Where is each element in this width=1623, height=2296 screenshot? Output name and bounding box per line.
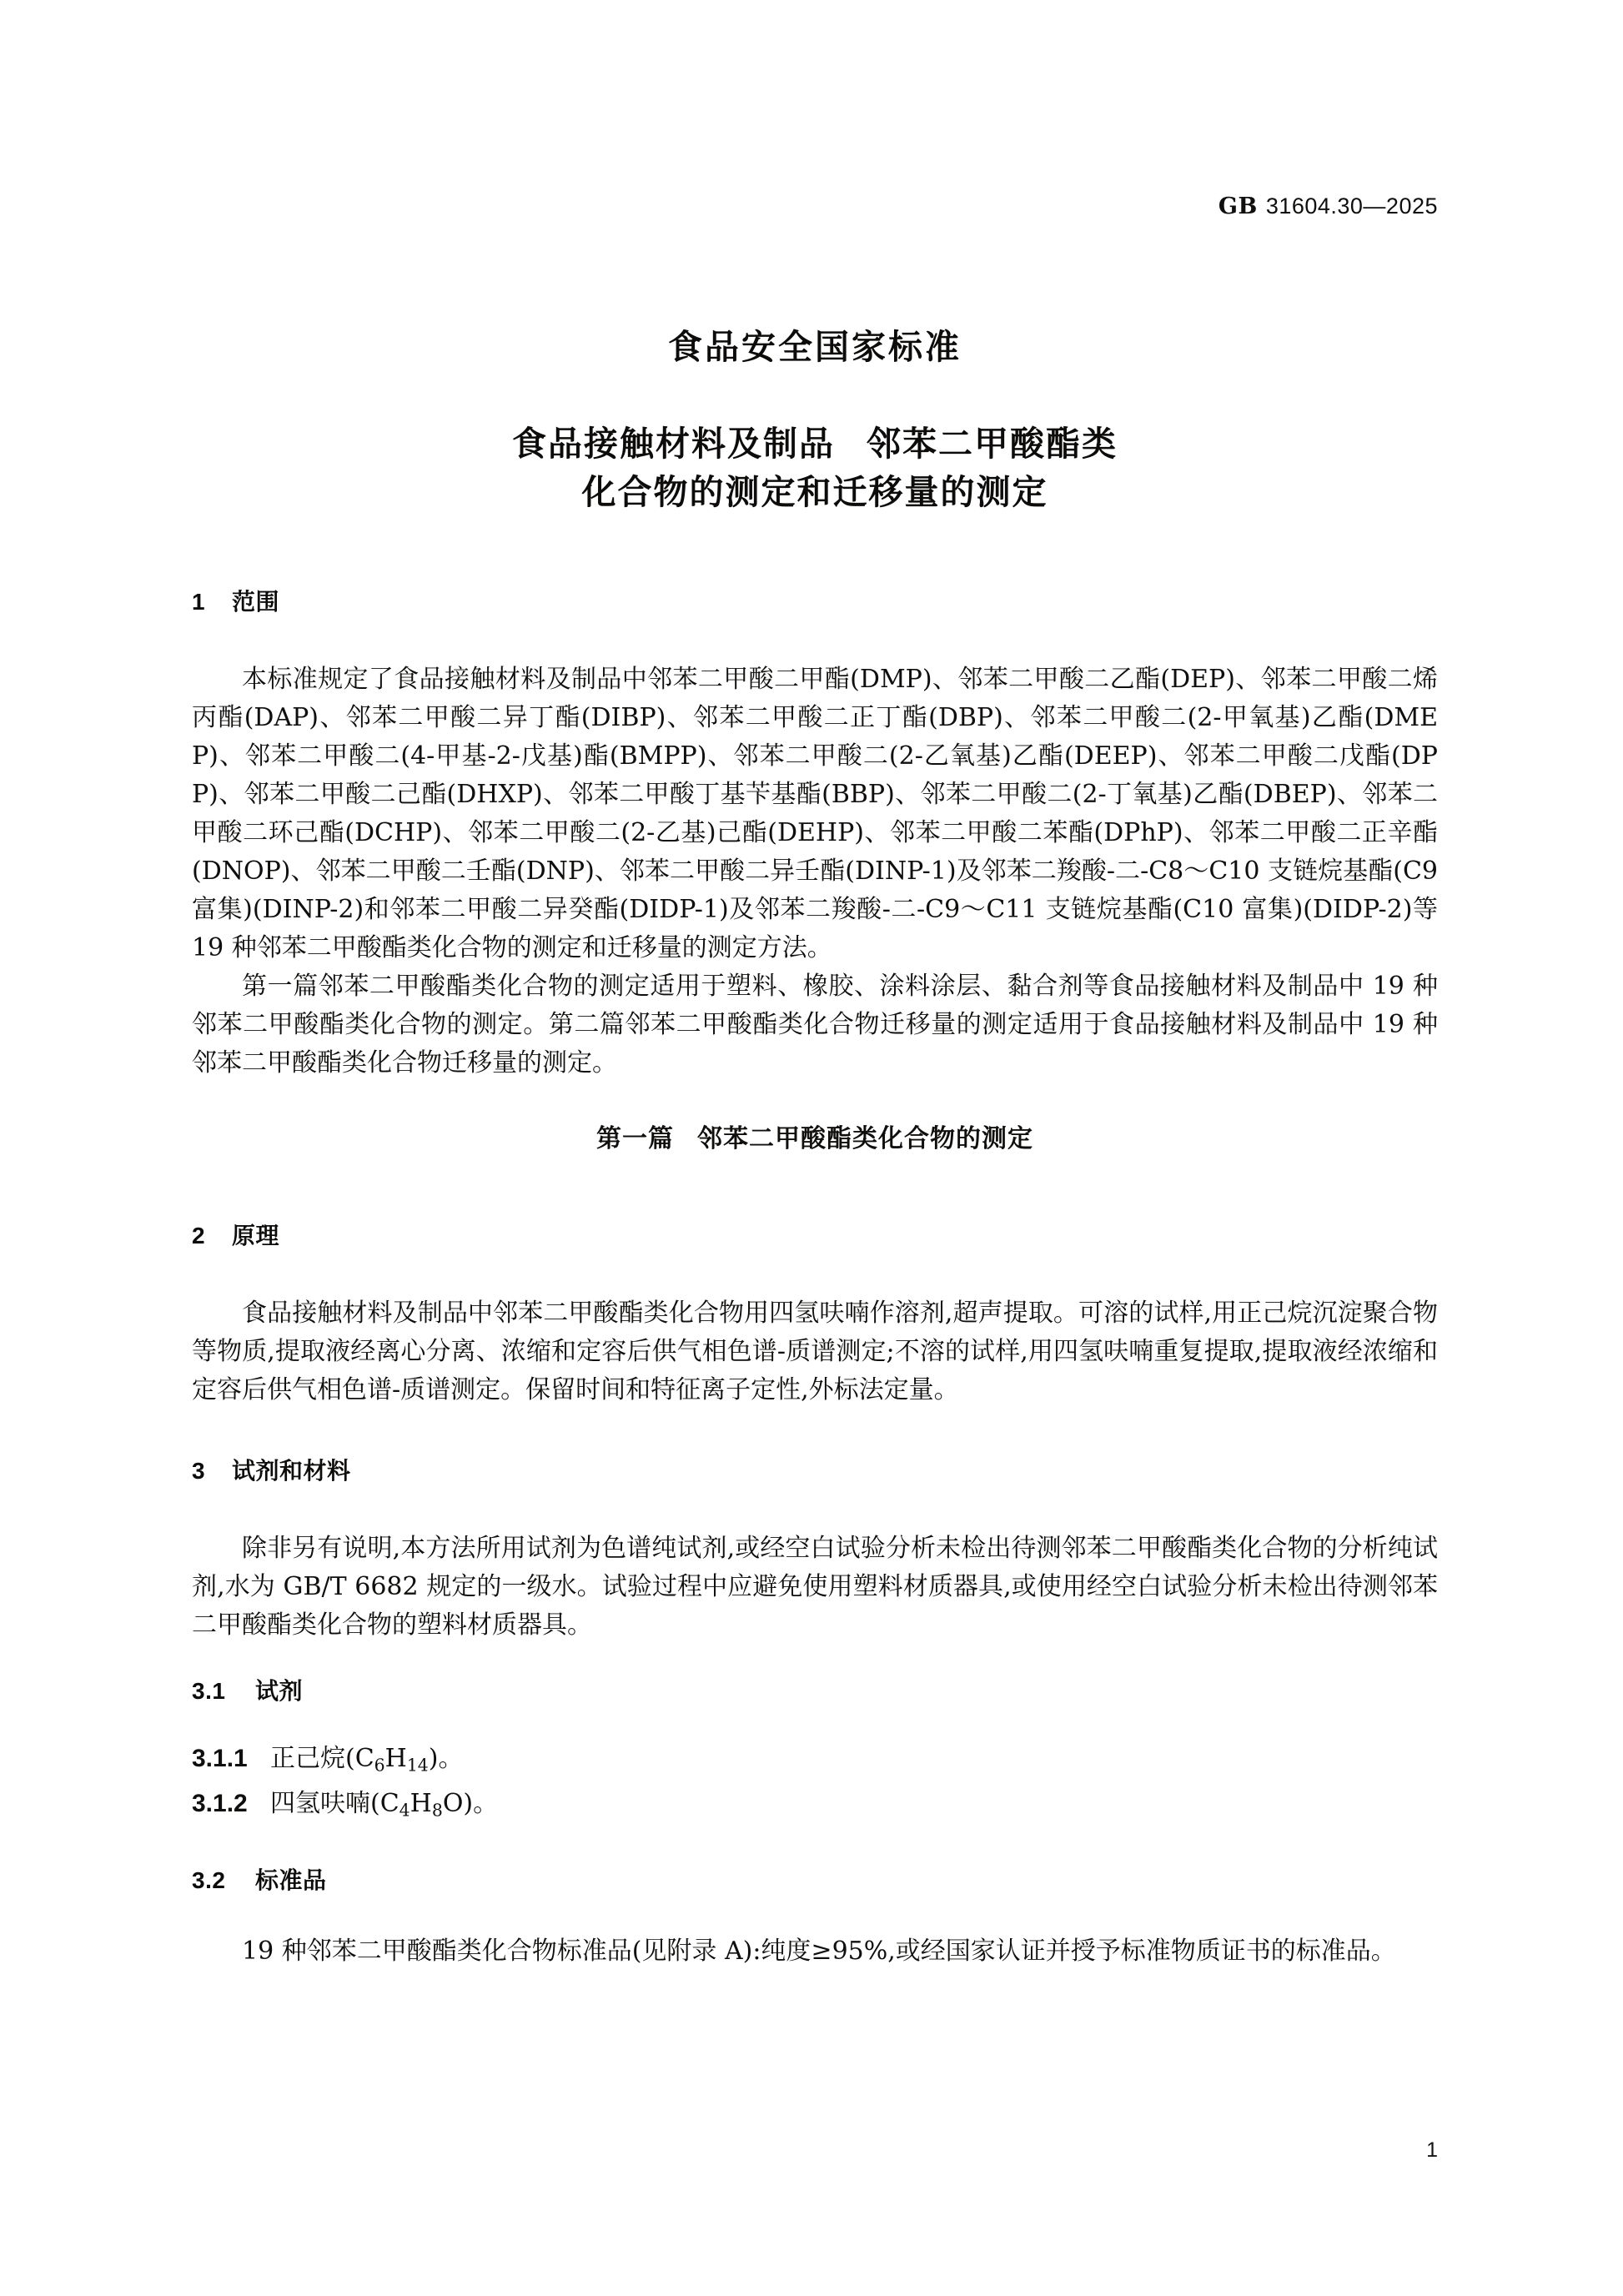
subsection-label-3-1: 试剂 <box>255 1678 304 1704</box>
section-number-1: 1 <box>192 589 206 615</box>
document-subtitle <box>192 420 1438 516</box>
section-heading-principle <box>192 1218 1438 1251</box>
spacer <box>192 1083 1438 1118</box>
reagent-hydrogen-symbol-2: H <box>410 1788 432 1818</box>
section-label-scope: 范围 <box>232 589 280 615</box>
spacer <box>192 1896 1438 1932</box>
reagent-hydrogen-symbol: H <box>384 1744 407 1773</box>
reagent-name-hexane: 正己烷 <box>270 1744 345 1773</box>
reagent-number-3-1-2: 3.1.2 <box>192 1789 248 1817</box>
subsection-heading-standards <box>192 1862 1438 1896</box>
reagent-formula-close: )。 <box>428 1744 464 1773</box>
principle-paragraph: 食品接触材料及制品中邻苯二甲酸酯类化合物用四氢呋喃作溶剂,超声提取。可溶的试样,用正己烷沉淀聚合物等物质,提取液经离心分离、浓缩和定容后供气相色谱-质谱测定;不溶的试样,用四氢呋喃重复提取,提取液经浓缩和定容后供气相色谱-质谱测定。保留时间和特征离子定性,外标法定量。 <box>192 1299 1438 1404</box>
subtitle-line-2: 化合物的测定和迁移量的测定 <box>581 473 1048 512</box>
spacer <box>192 1829 1438 1862</box>
document-body <box>192 584 1438 1971</box>
page-number: 1 <box>1426 2138 1438 2162</box>
part-one-label: 第一篇 <box>596 1125 674 1153</box>
title-block <box>192 327 1438 517</box>
subtitle-part-a: 食品接触材料及制品 <box>512 425 835 464</box>
section-number-2: 2 <box>192 1223 206 1248</box>
reagent-hydrogen-count-2: 8 <box>431 1800 443 1821</box>
scope-paragraph-2: 第一篇邻苯二甲酸酯类化合物的测定适用于塑料、橡胶、涂料涂层、黏合剂等食品接触材料及制品中 19 种邻苯二甲酸酯类化合物的测定。第二篇邻苯二甲酸酯类化合物迁移量的测定适用于食品接触材料及制品中 19 种邻苯二甲酸酯类化合物迁移量的测定。 <box>192 972 1438 1078</box>
reagent-formula-close-2: O)。 <box>442 1788 499 1818</box>
reagent-carbon-count-2: 4 <box>399 1800 410 1821</box>
scope-paragraph-1: 本标准规定了食品接触材料及制品中邻苯二甲酸二甲酯(DMP)、邻苯二甲酸二乙酯(DEP)、邻苯二甲酸二烯丙酯(DAP)、邻苯二甲酸二异丁酯(DIBP)、邻苯二甲酸二正丁酯(DBP)、邻苯二甲酸二(2-甲氧基)乙酯(DMEP)、邻苯二甲酸二(4-甲基-2-戊基)酯(BMPP)、邻苯二甲酸二(2-乙氧基)乙酯(DEEP)、邻苯二甲酸二戊酯(DPP)、邻苯二甲酸二己酯(DHXP)、邻苯二甲酸丁基苄基酯(BBP)、邻苯二甲酸二(2-丁氧基)乙酯(DBEP)、邻苯二甲酸二环己酯(DCHP)、邻苯二甲酸二(2-乙基)己酯(DEHP)、邻苯二甲酸二苯酯(DPhP)、邻苯二甲酸二正辛酯(DNOP)、邻苯二甲酸二壬酯(DNP)、邻苯二甲酸二异壬酯(DINP-1)及邻苯二羧酸-二-C8～C10 支链烷基酯(C9 富集)(DINP-2)和邻苯二甲酸二异癸酯(DIDP-1)及邻苯二羧酸-二-C9～C11 支链烷基酯(C10 富集)(DIDP-2)等 19 种邻苯二甲酸酯类化合物的测定和迁移量的测定方法。 <box>192 665 1438 962</box>
subsection-label-3-2: 标准品 <box>255 1867 327 1894</box>
reagent-formula-open-2: (C <box>370 1788 399 1818</box>
subsection-number-3-1: 3.1 <box>192 1678 226 1704</box>
document-main-title: 食品安全国家标准 <box>668 328 962 366</box>
spacer <box>192 1486 1438 1530</box>
spacer <box>192 1251 1438 1294</box>
section-label-principle: 原理 <box>232 1223 280 1248</box>
subsection-heading-reagents-list <box>192 1673 1438 1706</box>
reagent-item-hexane <box>192 1740 1438 1785</box>
reagent-carbon-count: 6 <box>374 1755 385 1776</box>
subtitle-part-b: 邻苯二甲酸酯类 <box>867 425 1118 464</box>
reagent-hydrogen-count: 14 <box>406 1755 429 1776</box>
spacer <box>192 1409 1438 1453</box>
reagent-number-3-1-1: 3.1.1 <box>192 1745 248 1772</box>
spacer <box>192 617 1438 661</box>
part-one-heading <box>192 1118 1438 1154</box>
section-label-reagents: 试剂和材料 <box>232 1458 351 1484</box>
section-number-3: 3 <box>192 1458 206 1484</box>
reagent-name-thf: 四氢呋喃 <box>270 1788 370 1818</box>
part-one-title: 邻苯二甲酸酯类化合物的测定 <box>697 1125 1033 1153</box>
reagent-formula-open: (C <box>345 1744 374 1773</box>
reagents-paragraph: 除非另有说明,本方法所用试剂为色谱纯试剂,或经空白试验分析未检出待测邻苯二甲酸酯类化合物的分析纯试剂,水为 GB/T 6682 规定的一级水。试验过程中应避免使用塑料材质器具,或使用经空白试验分析未检出待测邻苯二甲酸酯类化合物的塑料材质器具。 <box>192 1534 1438 1640</box>
spacer <box>192 1154 1438 1218</box>
reagent-item-thf <box>192 1785 1438 1830</box>
standard-prefix: GB <box>1218 193 1258 219</box>
spacer <box>192 1706 1438 1740</box>
section-heading-scope <box>192 584 1438 617</box>
standards-paragraph: 19 种邻苯二甲酸酯类化合物标准品(见附录 A):纯度≥95%,或经国家认证并授予标准物质证书的标准品。 <box>242 1937 1396 1967</box>
spacer <box>192 1645 1438 1673</box>
running-header <box>192 193 1438 219</box>
subsection-number-3-2: 3.2 <box>192 1867 226 1894</box>
section-heading-reagents <box>192 1453 1438 1486</box>
standard-number: 31604.30—2025 <box>1265 193 1438 219</box>
